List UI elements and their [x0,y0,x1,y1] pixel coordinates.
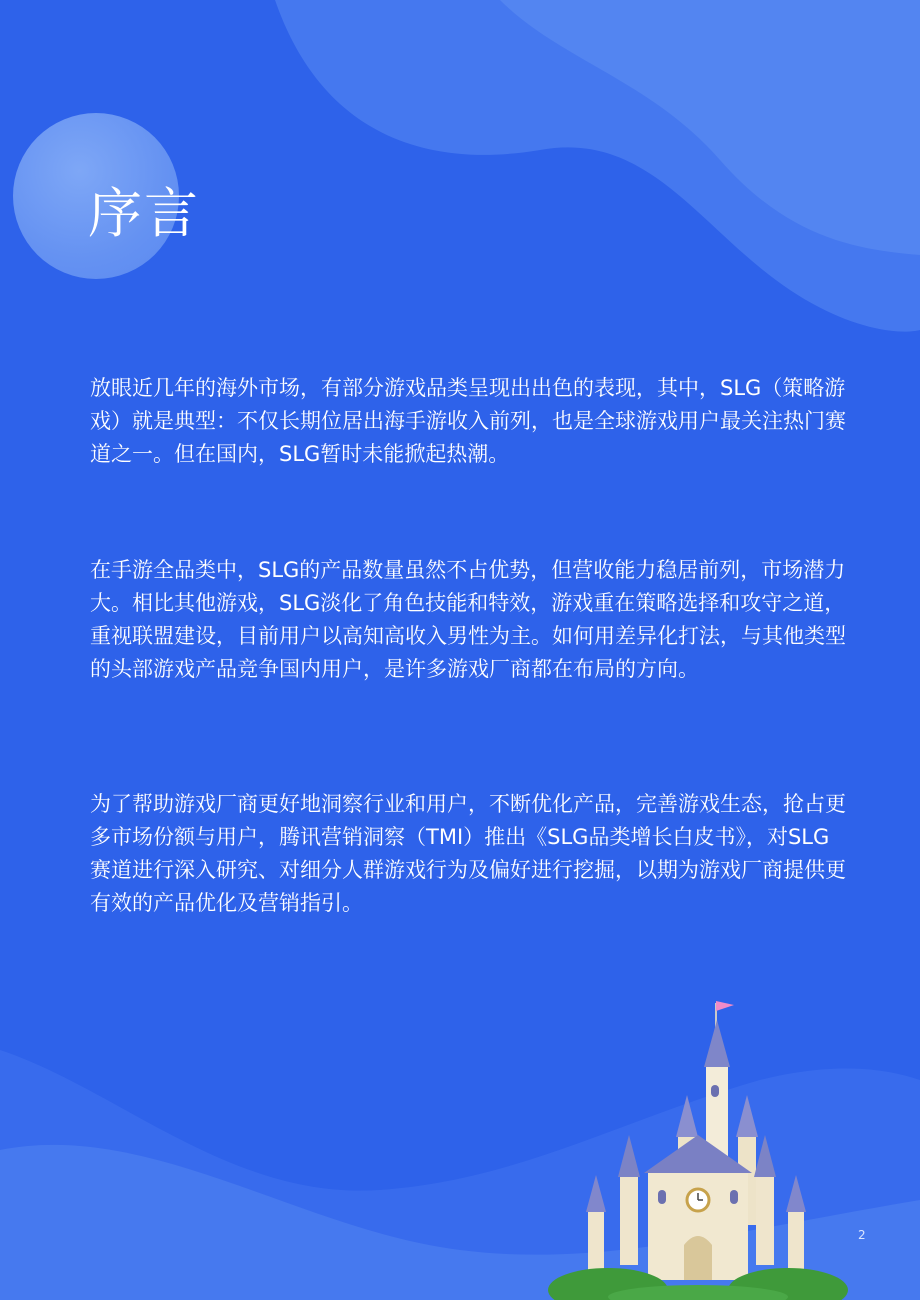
page-number: 2 [858,1228,866,1242]
page-title: 序言 [88,182,200,245]
paragraph-1: 放眼近几年的海外市场，有部分游戏品类呈现出出色的表现，其中，SLG（策略游戏）就是典型：不仅长期位居出海手游收入前列，也是全球游戏用户最关注热门赛道之一。但在国内，SLG暂时未能掀起热潮。 [90,376,846,466]
paragraph-3: 为了帮助游戏厂商更好地洞察行业和用户，不断优化产品，完善游戏生态，抢占更多市场份额与用户，腾讯营销洞察（TMI）推出《SLG品类增长白皮书》，对SLG赛道进行深入研究、对细分人群游戏行为及偏好进行挖掘，以期为游戏厂商提供更有效的产品优化及营销指引。 [90,792,846,915]
castle-illustration [548,995,848,1300]
paragraph-2: 在手游全品类中，SLG的产品数量虽然不占优势，但营收能力稳居前列，市场潜力大。相比其他游戏，SLG淡化了角色技能和特效，游戏重在策略选择和攻守之道，重视联盟建设，目前用户以高知高收入男性为主。如何用差异化打法，与其他类型的头部游戏产品竞争国内用户，是许多游戏厂商都在布局的方向。 [90,558,846,681]
paragraph-3-block [90,788,850,920]
paragraph-2-block [90,554,850,686]
paragraph-1-block [90,372,850,471]
